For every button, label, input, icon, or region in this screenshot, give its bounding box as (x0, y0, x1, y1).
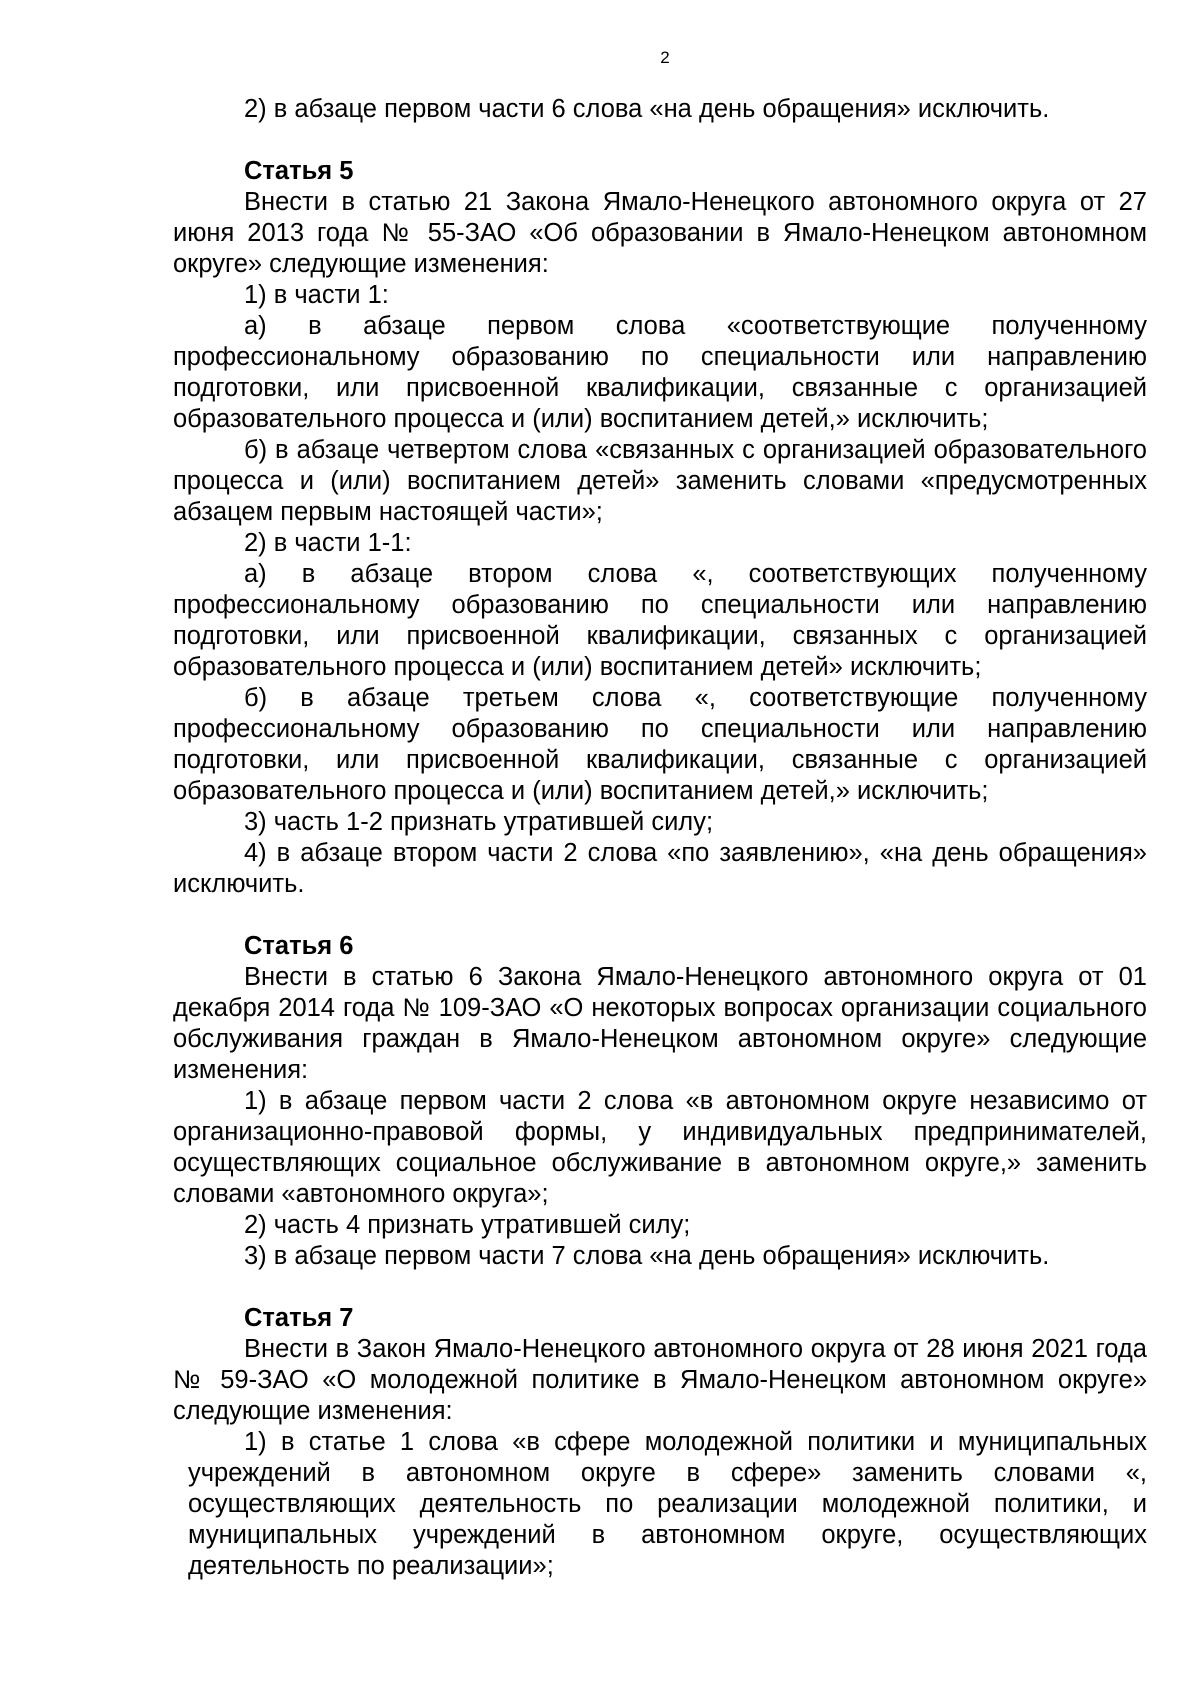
article-5-item: 3) часть 1-2 признать утратившей силу; (244, 808, 714, 836)
article-5-item: 1) в части 1: (244, 281, 389, 309)
article-6-item: 2) часть 4 признать утратившей силу; (244, 1211, 691, 1239)
article-7-heading: Статья 7 (244, 1304, 354, 1332)
article-6-heading: Статья 6 (244, 932, 354, 960)
article-7-item: 1) в статье 1 слова «в сфере молодежной политики и муниципальных учреждений в автономном округе в сфере» заменить словами «, осуществляющих деятельность по реализации молодежной политики, и муниципальных учреждений в автономном округе, осуществляющих деятельность по реализации»; (188, 1428, 1147, 1580)
article-6-item: 3) в абзаце первом части 7 слова «на день обращения» исключить. (244, 1242, 1050, 1270)
article-6-item: 1) в абзаце первом части 2 слова «в автономном округе независимо от организационно-правовой формы, у индивидуальных предпринимателей, осуществляющих социальное обслуживание в автономном округе,» заменить словами «автономного округа»; (173, 1087, 1147, 1208)
article-5-item: 2) в части 1-1: (244, 529, 412, 557)
article-5-item: 4) в абзаце втором части 2 слова «по заявлению», «на день обращения» исключить. (173, 839, 1147, 898)
article-6-lead: Внести в статью 6 Закона Ямало-Ненецкого автономного округа от 01 декабря 2014 года № 109-ЗАО «О некоторых вопросах организации социального обслуживания граждан в Ямало-Ненецком автономном округе» следующие изменения: (173, 963, 1147, 1084)
article-5-item: а) в абзаце первом слова «соответствующие полученному профессиональному образованию по специальности или направлению подготовки, или присвоенной квалификации, связанные с организацией образовательного процесса и (или) воспитанием детей,» исключить; (173, 312, 1147, 433)
paragraph-intro: 2) в абзаце первом части 6 слова «на день обращения» исключить. (244, 95, 1050, 123)
article-5-heading: Статья 5 (244, 157, 354, 185)
page-number: 2 (660, 48, 670, 67)
article-7-lead: Внести в Закон Ямало-Ненецкого автономного округа от 28 июня 2021 года № 59-ЗАО «О молодежной политике в Ямало-Ненецком автономном округе» следующие изменения: (173, 1335, 1147, 1425)
article-5-lead: Внести в статью 21 Закона Ямало-Ненецкого автономного округа от 27 июня 2013 года № 55-ЗАО «Об образовании в Ямало-Ненецком автономном округе» следующие изменения: (173, 188, 1147, 278)
article-5-item: б) в абзаце третьем слова «, соответствующие полученному профессиональному образованию по специальности или направлению подготовки, или присвоенной квалификации, связанные с организацией образовательного процесса и (или) воспитанием детей,» исключить; (173, 684, 1147, 805)
document-body (173, 94, 1147, 1582)
article-5-item: а) в абзаце втором слова «, соответствующих полученному профессиональному образованию по специальности или направлению подготовки, или присвоенной квалификации, связанных с организацией образовательного процесса и (или) воспитанием детей» исключить; (173, 560, 1147, 681)
article-5-item: б) в абзаце четвертом слова «связанных с организацией образовательного процесса и (или) воспитанием детей» заменить словами «предусмотренных абзацем первым настоящей части»; (173, 436, 1147, 526)
